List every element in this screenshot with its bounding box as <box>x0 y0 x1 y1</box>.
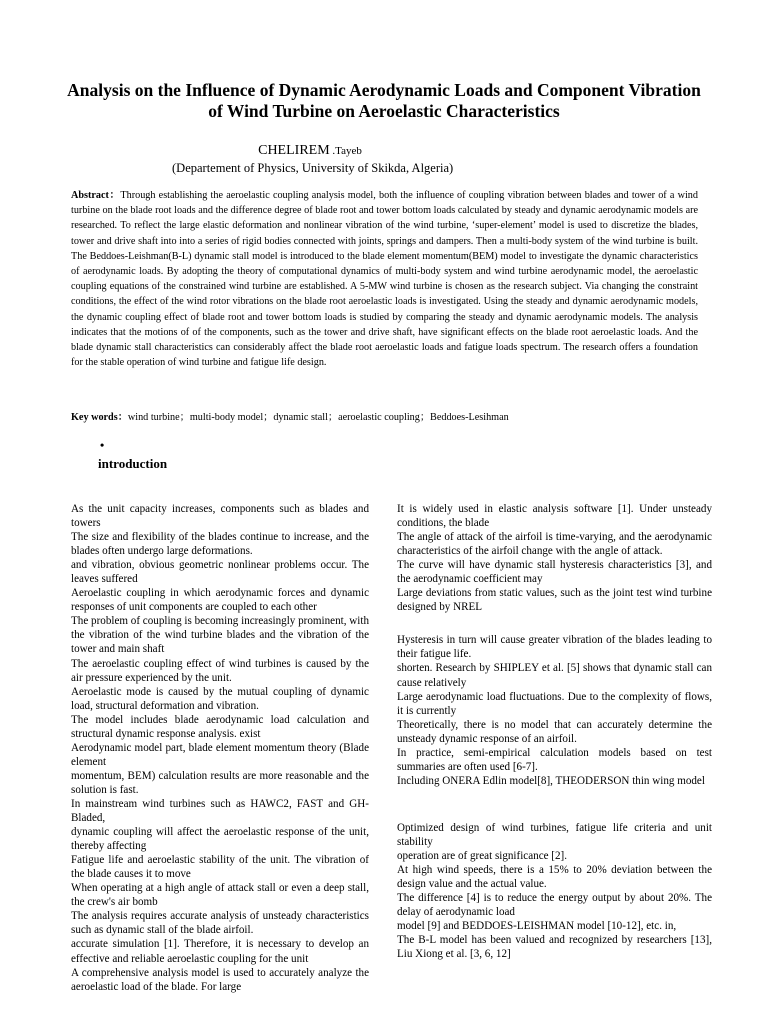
abstract <box>71 188 698 370</box>
paragraph: and vibration, obvious geometric nonlinear problems occur. The leaves suffered <box>71 559 369 586</box>
paragraph: Aeroelastic coupling in which aerodynamic forces and dynamic responses of unit components are coupled to each other <box>71 587 369 614</box>
paragraph: Large aerodynamic load fluctuations. Due to the complexity of flows, it is currently <box>397 690 712 717</box>
section-heading-introduction: introduction <box>98 456 168 471</box>
right-column <box>397 502 712 961</box>
keywords-text: wind turbine；multi-body model；dynamic stall；aeroelastic coupling；Beddoes-Lesihman <box>127 412 509 423</box>
paragraph: Optimized design of wind turbines, fatigue life criteria and unit stability <box>397 821 712 848</box>
paragraph: The aeroelastic coupling effect of wind turbines is caused by the air pressure experienced by the unit. <box>71 657 369 684</box>
paragraph: At high wind speeds, there is a 15% to 20% deviation between the design value and the actual value. <box>397 864 712 891</box>
abstract-label: Abstract： <box>71 190 121 201</box>
paragraph: Large deviations from static values, such as the joint test wind turbine designed by NREL <box>397 587 712 614</box>
paragraph-gap <box>397 788 712 821</box>
paragraph: Aerodynamic model part, blade element momentum theory (Blade element <box>71 741 369 768</box>
paragraph: A comprehensive analysis model is used to accurately analyze the aeroelastic load of the blade. For large <box>71 966 369 993</box>
paragraph: In mainstream wind turbines such as HAWC2, FAST and GH-Bladed, <box>71 797 369 825</box>
paragraph: model [9] and BEDDOES-LEISHMAN model [10-12], etc. in, <box>397 920 677 933</box>
paragraph: When operating at a high angle of attack stall or even a deep stall, the crew's air bomb <box>71 882 369 909</box>
paragraph: As the unit capacity increases, components such as blades and towers <box>71 503 369 530</box>
paragraph: Aeroelastic mode is caused by the mutual coupling of dynamic load, structural deformation and vibration. <box>71 685 369 712</box>
keywords <box>71 410 698 425</box>
paragraph: The curve will have dynamic stall hysteresis characteristics [3], and the aerodynamic coefficient may <box>397 559 712 586</box>
paragraph: Including ONERA Edlin model[8], THEODERSON thin wing model <box>397 774 705 787</box>
paragraph: The size and flexibility of the blades continue to increase, and the blades often undergo large deformations. <box>71 531 369 558</box>
paragraph-gap <box>397 614 712 633</box>
affiliation: (Departement of Physics, University of Skikda, Algeria) <box>172 161 454 175</box>
paper-title: Analysis on the Influence of Dynamic Aerodynamic Loads and Component Vibration of Wind Turbine on Aeroelastic Characteristics <box>67 80 701 121</box>
paragraph: Fatigue life and aeroelastic stability of the unit. The vibration of the blade causes it to move <box>71 854 369 881</box>
paragraph: shorten. Research by SHIPLEY et al. [5] shows that dynamic stall can cause relatively <box>397 662 712 689</box>
left-column <box>71 502 369 994</box>
paragraph: The problem of coupling is becoming increasingly prominent, with the vibration of the wind turbine blades and the vibration of the tower and main shaft <box>71 615 369 656</box>
abstract-text: Through establishing the aeroelastic coupling analysis model, both the influence of coupling vibration between blades and tower of a wind turbine on the blade root loads and the difference degree of blade root and tower bottom loads calculated by steady and dynamic aerodynamic models are researched. To reflect the large elastic deformation and nonlinear vibration of the wind turbine, ‘super-element’ model is used to discretize the blades, tower and drive shaft into into a series of rigid bodies connected with joints, springs and dampers. Then a multi-body system of the wind turbine is built. The Beddoes-Leishman(B-L) dynamic stall model is introduced to the blade element momentum(BEM) model to investigate the dynamic characteristics of aerodynamic loads. By adopting the theory of computational dynamics of multi-body system and wind turbine aerodynamic model, the aeroelastic coupling equations of the constrained wind turbine are established. A 5-MW wind turbine is chosen as the research subject. Via changing the constraint conditions, the effect of the wind rotor vibrations on the blade root aeroelastic loads is investigated. Using the steady and dynamic aerodynamic models, the dynamic coupling effect of blade root and tower bottom loads is studied by comparing the steady and dynamic aerodynamic models. The analysis indicates that the motions of of the components, such as the tower and drive shaft, have significant effects on the blade root aeroelastic loads. And the blade dynamic stall characteristics can considerably affect the blade root aeroelastic loads and fatigue loads spectrum. The research offers a foundation for the stable operation of wind turbine and fatigue life design. <box>71 190 698 369</box>
paragraph: In practice, semi-empirical calculation models based on test summaries are often used [6-7]. <box>397 746 712 773</box>
section-bullet: • <box>100 438 105 452</box>
author <box>160 143 460 159</box>
paragraph: The difference [4] is to reduce the energy output by about 20%. The delay of aerodynamic load <box>397 892 712 919</box>
paragraph: It is widely used in elastic analysis software [1]. Under unsteady conditions, the blade <box>397 503 712 530</box>
author-name: CHELIREM <box>258 143 330 158</box>
paragraph: The B-L model has been valued and recognized by researchers [13], Liu Xiong et al. [3, 6, 12] <box>397 934 712 961</box>
paragraph: The angle of attack of the airfoil is time-varying, and the aerodynamic characteristics of the airfoil change with the angle of attack. <box>397 531 712 558</box>
paragraph: Theoretically, there is no model that can accurately determine the unsteady dynamic response of an airfoil. <box>397 718 712 745</box>
paragraph: The model includes blade aerodynamic load calculation and structural dynamic response analysis. exist <box>71 713 369 740</box>
paragraph: accurate simulation [1]. Therefore, it is necessary to develop an effective and reliable aeroelastic coupling for the unit <box>71 938 369 965</box>
paragraph: Hysteresis in turn will cause greater vibration of the blades leading to their fatigue life. <box>397 634 712 661</box>
paragraph: momentum, BEM) calculation results are more reasonable and the solution is fast. <box>71 769 369 796</box>
keywords-label: Key words： <box>71 412 128 423</box>
author-suffix: .Tayeb <box>329 145 362 157</box>
paragraph: dynamic coupling will affect the aeroelastic response of the unit, thereby affecting <box>71 826 369 853</box>
paragraph: The analysis requires accurate analysis of unsteady characteristics such as dynamic stall of the blade airfoil. <box>71 910 369 937</box>
paragraph: operation are of great significance [2]. <box>397 849 568 862</box>
